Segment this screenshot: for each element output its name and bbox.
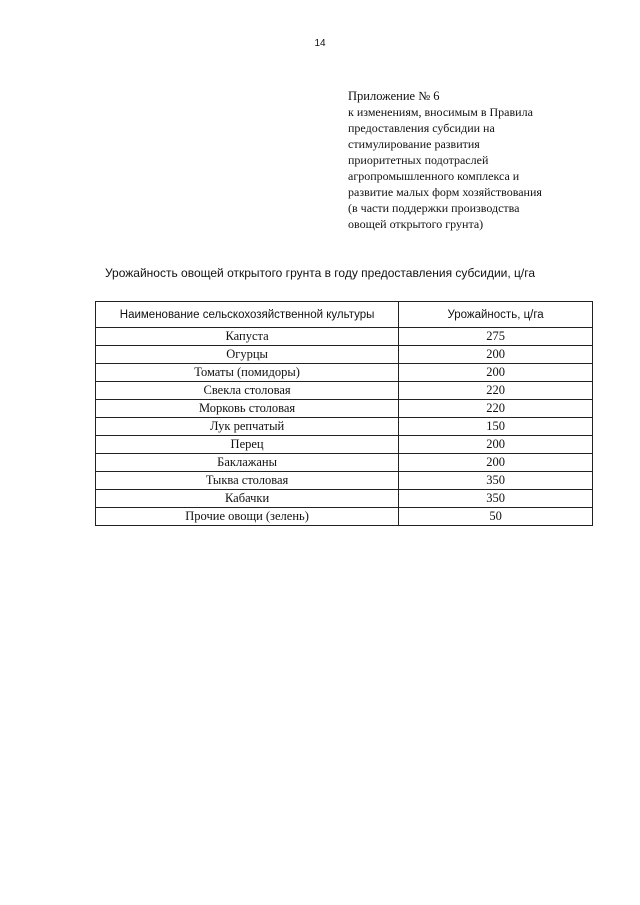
yield-cell: 150 [399, 418, 593, 436]
yield-cell: 200 [399, 364, 593, 382]
yield-cell: 200 [399, 436, 593, 454]
header-yield: Урожайность, ц/га [399, 302, 593, 328]
appendix-heading: Приложение № 6 [348, 89, 440, 103]
table-row [96, 400, 593, 418]
appendix-line: предоставления субсидии на [348, 121, 495, 135]
yield-cell: 220 [399, 382, 593, 400]
table-row [96, 382, 593, 400]
page-number: 14 [314, 38, 326, 49]
crop-cell: Лук репчатый [96, 418, 399, 436]
crop-cell: Прочие овощи (зелень) [96, 508, 399, 526]
table-row [96, 418, 593, 436]
appendix-line: стимулирование развития [348, 137, 480, 151]
table-row [96, 490, 593, 508]
table-row [96, 508, 593, 526]
crop-cell: Перец [96, 436, 399, 454]
yield-cell: 200 [399, 454, 593, 472]
crop-cell: Свекла столовая [96, 382, 399, 400]
appendix-line: приоритетных подотраслей [348, 153, 489, 167]
crop-cell: Капуста [96, 328, 399, 346]
table-row [96, 346, 593, 364]
appendix-block [348, 88, 628, 232]
yield-cell: 350 [399, 490, 593, 508]
appendix-line: агропромышленного комплекса и [348, 169, 520, 183]
crop-cell: Огурцы [96, 346, 399, 364]
table-row [96, 472, 593, 490]
header-crop: Наименование сельскохозяйственной культуры [96, 302, 399, 328]
crop-cell: Томаты (помидоры) [96, 364, 399, 382]
appendix-line: развитие малых форм хозяйствования [348, 185, 542, 199]
yield-cell: 50 [399, 508, 593, 526]
table-caption: Урожайность овощей открытого грунта в году предоставления субсидии, ц/га [104, 266, 536, 280]
appendix-line: к изменениям, вносимым в Правила [348, 105, 533, 119]
crop-cell: Морковь столовая [96, 400, 399, 418]
yield-cell: 200 [399, 346, 593, 364]
crop-cell: Тыква столовая [96, 472, 399, 490]
table-row [96, 454, 593, 472]
table-row [96, 328, 593, 346]
yield-table [95, 301, 593, 526]
appendix-line: (в части поддержки производства [348, 201, 520, 215]
yield-cell: 275 [399, 328, 593, 346]
crop-cell: Баклажаны [96, 454, 399, 472]
table-header-row [96, 302, 593, 328]
crop-cell: Кабачки [96, 490, 399, 508]
appendix-line: овощей открытого грунта) [348, 217, 484, 231]
table-row [96, 436, 593, 454]
yield-cell: 350 [399, 472, 593, 490]
yield-cell: 220 [399, 400, 593, 418]
table-row [96, 364, 593, 382]
